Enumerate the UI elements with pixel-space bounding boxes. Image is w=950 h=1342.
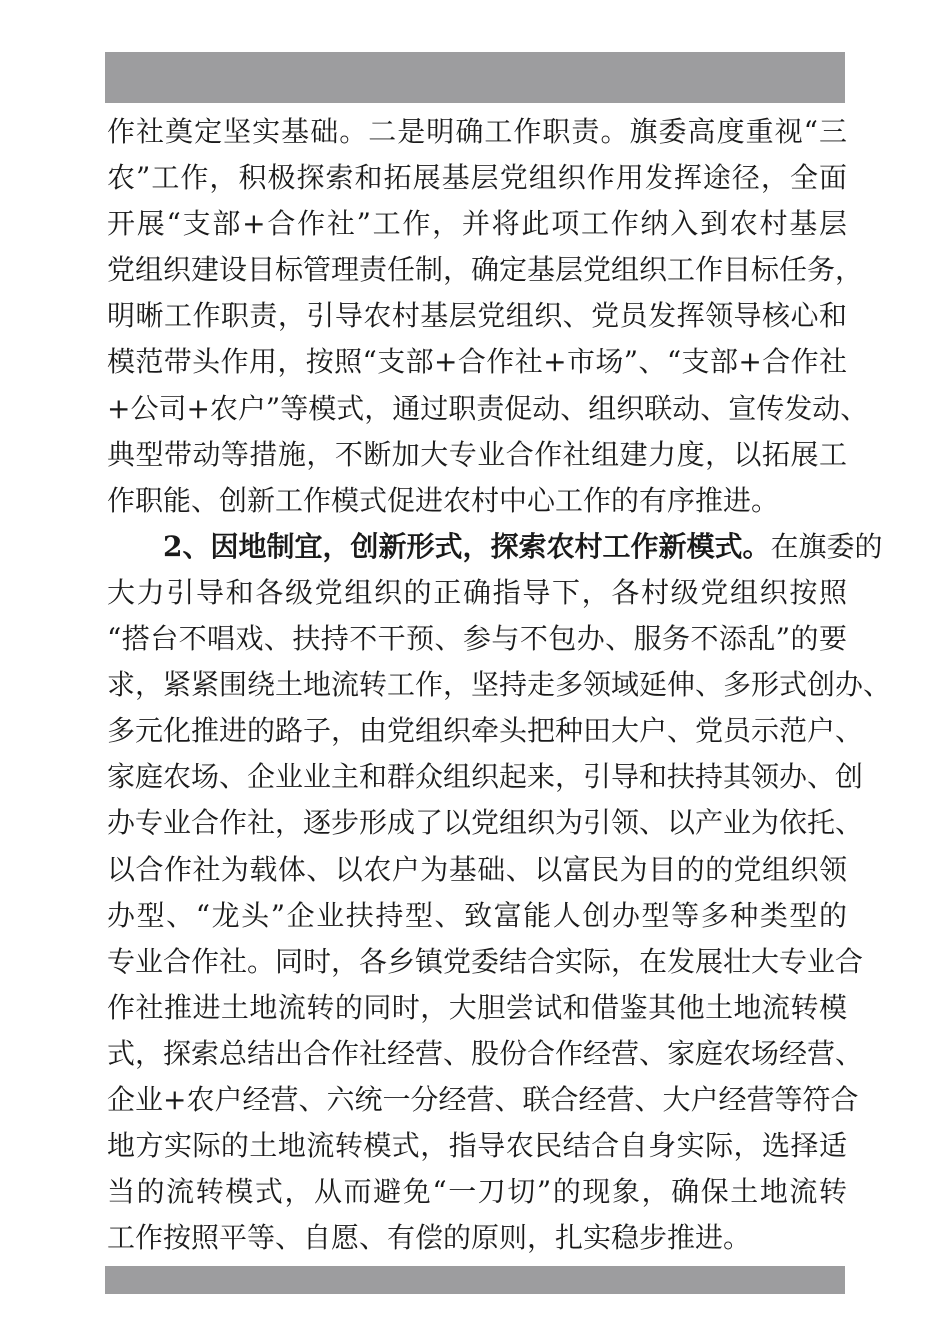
text-line: 作社奠定坚实基础。二是明确工作职责。旗委高度重视“三 (107, 115, 847, 148)
text-line: 作职能、创新工作模式促进农村中心工作的有序推进。 (107, 483, 780, 517)
text-line: 党组织建设目标管理责任制，确定基层党组织工作目标任务， (107, 253, 864, 287)
paragraph-2-first-line (107, 524, 883, 570)
text-line: 办专业合作社，逐步形成了以党组织为引领、以产业为依托、 (107, 806, 864, 840)
text-line: 明晰工作职责，引导农村基层党组织、党员发挥领导核心和 (107, 299, 847, 333)
heading-trailing-text: 在旗委的 (770, 529, 883, 563)
paragraph-2 (107, 524, 892, 1262)
paragraph-1 (107, 109, 869, 524)
text-line: +公司+农户”等模式，通过职责促动、组织联动、宣传发动、 (107, 391, 869, 425)
text-line: 开展“支部+合作社”工作，并将此项工作纳入到农村基层 (107, 207, 847, 241)
text-line: 农”工作，积极探索和拓展基层党组织作用发挥途径，全面 (107, 161, 847, 195)
text-line: 专业合作社。同时，各乡镇党委结合实际，在发展壮大专业合 (107, 944, 864, 978)
text-line: 式，探索总结出合作社经营、股份合作经营、家庭农场经营、 (107, 1036, 864, 1070)
text-line: 当的流转模式，从而避免“一刀切”的现象，确保土地流转 (107, 1175, 847, 1209)
text-line: 办型、“龙头”企业扶持型、致富能人创办型等多种类型的 (107, 898, 847, 932)
text-line: 企业+农户经营、六统一分经营、联合经营、大户经营等符合 (107, 1082, 859, 1116)
text-line: 家庭农场、企业业主和群众组织起来，引导和扶持其领办、创 (107, 760, 864, 794)
section-heading: 2、因地制宜，创新形式，探索农村工作新模式。 (163, 529, 771, 563)
text-line: 工作按照平等、自愿、有偿的原则，扎实稳步推进。 (107, 1221, 752, 1255)
text-line: 大力引导和各级党组织的正确指导下，各村级党组织按照 (107, 575, 847, 609)
text-line: 典型带动等措施，不断加大专业合作社组建力度，以拓展工 (107, 437, 847, 471)
document-body (107, 109, 892, 1261)
text-line: “搭台不唱戏、扶持不干预、参与不包办、服务不添乱”的要 (107, 622, 847, 656)
text-line: 模范带头作用，按照“支部+合作社+市场”、“支部+合作社 (107, 345, 847, 379)
text-line: 地方实际的土地流转模式，指导农民结合自身实际，选择适 (107, 1129, 847, 1163)
text-line: 以合作社为载体、以农户为基础、以富民为目的的党组织领 (107, 852, 847, 886)
text-line: 多元化推进的路子，由党组织牵头把种田大户、党员示范户、 (107, 714, 864, 748)
header-bar (105, 52, 845, 103)
footer-bar (105, 1266, 845, 1294)
text-line: 作社推进土地流转的同时，大胆尝试和借鉴其他土地流转模 (107, 990, 847, 1024)
text-line: 求，紧紧围绕土地流转工作，坚持走多领域延伸、多形式创办、 (107, 668, 892, 702)
